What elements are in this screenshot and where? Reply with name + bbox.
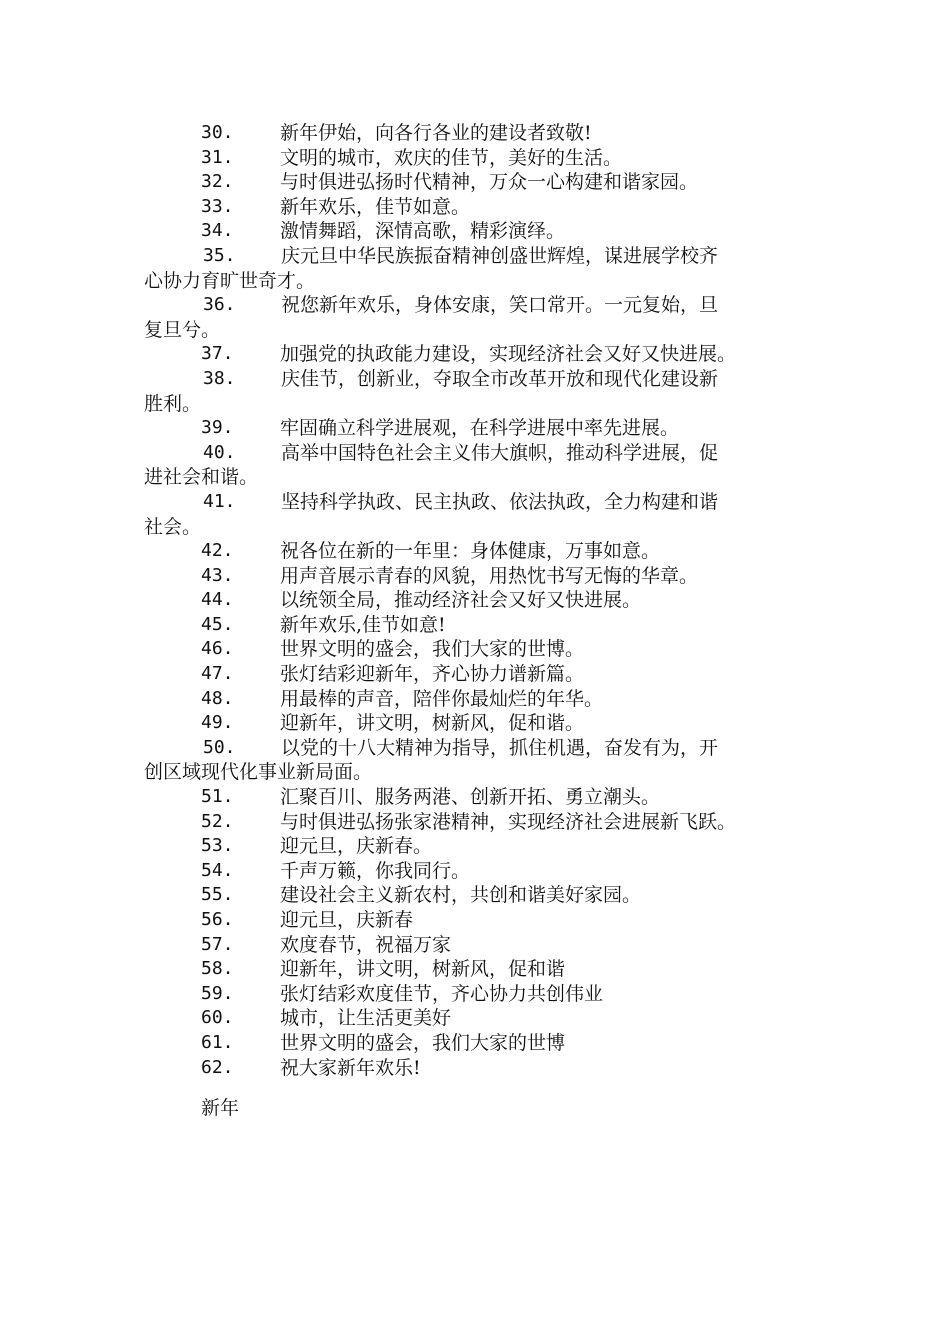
list-item: [144, 416, 808, 441]
list-item-text: 牢固确立科学进展观，在科学进展中率先进展。: [280, 417, 680, 440]
list-item-line: [144, 834, 808, 859]
list-item-text: 城市，让生活更美好: [280, 1007, 452, 1030]
list-item-line: [144, 933, 808, 958]
list-item-continuation: 心协力育旷世奇才。: [144, 269, 316, 292]
list-item-number: 58.: [201, 958, 234, 980]
list-item: [144, 785, 808, 810]
list-item-line: [144, 564, 808, 589]
list-item: [144, 810, 808, 835]
list-item-number: 56.: [201, 909, 234, 930]
list-item-line: [144, 736, 808, 761]
list-item-line: [144, 416, 808, 441]
list-item-text: 文明的城市，欢庆的佳节，美好的生活。: [280, 146, 623, 169]
list-item-continuation: 进社会和谐。: [144, 466, 259, 489]
list-item-text: 加强党的执政能力建设，实现经济社会又好又快进展。: [280, 343, 737, 366]
list-item-number: 39.: [201, 417, 234, 439]
list-item: [144, 367, 808, 416]
list-item-text: 张灯结彩欢度佳节，齐心协力共创伟业: [280, 982, 604, 1005]
list-item-continuation: 创区域现代化事业新局面。: [144, 761, 373, 784]
list-item-text: 与时俱进弘扬时代精神，万众一心构建和谐家园。: [280, 171, 699, 194]
list-item-line: [144, 613, 808, 638]
list-item-line: [144, 539, 808, 564]
list-item-text: 祝大家新年欢乐!: [280, 1056, 421, 1079]
list-item-text: 与时俱进弘扬张家港精神，实现经济社会进展新飞跃。: [280, 810, 737, 833]
list-item-text: 庆佳节，创新业，夺取全市改革开放和现代化建设新: [281, 367, 719, 390]
list-item-line: [144, 146, 808, 171]
list-item-text: 高举中国特色社会主义伟大旗帜，推动科学进展，促: [281, 441, 719, 464]
list-item: [144, 834, 808, 859]
list-item-number: 62.: [201, 1056, 234, 1078]
list-item: [144, 883, 808, 908]
list-item-text: 汇聚百川、服务两港、创新开拓、勇立潮头。: [280, 786, 661, 809]
list-item-text: 坚持科学执政、民主执政、依法执政，全力构建和谐: [281, 490, 719, 513]
list-item-line: [144, 687, 808, 712]
list-item: [144, 613, 808, 638]
list-item-number: 42.: [201, 540, 234, 562]
list-item: [144, 441, 808, 490]
list-item: [144, 121, 808, 146]
list-item-line: [144, 490, 808, 515]
list-item: [144, 146, 808, 171]
list-item-text: 迎新年，讲文明，树新风，促和谐: [280, 958, 566, 981]
list-item-number: 41.: [203, 490, 236, 512]
list-item-line: [144, 1056, 808, 1081]
list-item-continuation: 社会。: [144, 515, 202, 538]
list-item-number: 46.: [201, 638, 234, 660]
list-item-number: 47.: [201, 663, 234, 685]
trailing-text: 新年: [201, 1097, 240, 1119]
list-item-line: [144, 908, 808, 933]
list-item: [144, 982, 808, 1007]
list-item-number: 54.: [201, 859, 234, 881]
list-item-number: 33.: [201, 195, 234, 217]
list-item: [144, 588, 808, 613]
list-item-number: 32.: [201, 171, 234, 193]
list-item-number: 36.: [203, 294, 236, 316]
list-item: [144, 170, 808, 195]
list-item-line: [144, 293, 808, 318]
list-item: [144, 490, 808, 539]
slogan-list: [144, 121, 808, 1080]
list-item-text: 激情舞蹈，深情高歌，精彩演绎。: [280, 220, 566, 243]
list-item-line: [144, 342, 808, 367]
list-item: [144, 637, 808, 662]
list-item-line: [144, 662, 808, 687]
list-item-number: 50.: [203, 736, 236, 758]
list-item-number: 45.: [201, 613, 234, 635]
list-item-line: [144, 859, 808, 884]
list-item-line: [144, 244, 808, 269]
list-item-line: [144, 810, 808, 835]
list-item-number: 40.: [203, 441, 236, 463]
list-item-number: 52.: [201, 810, 234, 832]
list-item-number: 55.: [201, 884, 234, 906]
list-item: [144, 244, 808, 293]
list-item-number: 31.: [201, 146, 234, 168]
list-item-text: 迎元旦，庆新春: [280, 909, 414, 931]
list-item-line: [144, 367, 808, 392]
list-item: [144, 195, 808, 220]
list-item-line: [144, 1006, 808, 1031]
list-item-text: 新年欢乐,佳节如意!: [280, 613, 446, 636]
list-item-line: [144, 219, 808, 244]
list-item-number: 49.: [201, 712, 234, 734]
list-item-text: 千声万籁，你我同行。: [280, 859, 471, 882]
list-item-text: 祝各位在新的一年里：身体健康，万事如意。: [280, 540, 661, 563]
list-item-line: [144, 1031, 808, 1056]
list-item: [144, 1056, 808, 1081]
list-item: [144, 687, 808, 712]
list-item-text: 迎元旦，庆新春。: [280, 835, 433, 858]
list-item-text: 庆元旦中华民族振奋精神创盛世辉煌，谋进展学校齐: [281, 244, 719, 267]
list-item: [144, 859, 808, 884]
list-item: [144, 219, 808, 244]
list-item-continuation: 复旦兮。: [144, 318, 221, 341]
list-item-number: 51.: [201, 786, 234, 808]
list-item-text: 欢度春节，祝福万家: [280, 933, 452, 956]
list-item-text: 世界文明的盛会，我们大家的世博。: [280, 638, 585, 661]
list-item: [144, 711, 808, 736]
list-item-line: [144, 441, 808, 466]
list-item-line: [144, 785, 808, 810]
list-item-line: [144, 588, 808, 613]
list-item-line: [144, 711, 808, 736]
list-item-text: 用声音展示青春的风貌，用热忱书写无悔的华章。: [280, 564, 699, 587]
list-item-number: 37.: [201, 343, 234, 365]
list-item: [144, 933, 808, 958]
list-item-text: 以统领全局，推动经济社会又好又快进展。: [280, 589, 642, 612]
list-item: [144, 564, 808, 589]
list-item-number: 60.: [201, 1007, 234, 1029]
list-item-line: [144, 195, 808, 220]
list-item-continuation: 胜利。: [144, 392, 202, 415]
list-item-text: 张灯结彩迎新年，齐心协力谱新篇。: [280, 663, 585, 686]
list-item-number: 48.: [201, 687, 234, 709]
list-item-text: 新年伊始，向各行各业的建设者致敬!: [280, 122, 592, 144]
list-item: [144, 342, 808, 367]
list-item: [144, 293, 808, 342]
list-item-number: 53.: [201, 835, 234, 857]
list-item: [144, 908, 808, 933]
list-item-text: 世界文明的盛会，我们大家的世博: [280, 1031, 566, 1054]
list-item: [144, 1006, 808, 1031]
list-item-line: [144, 637, 808, 662]
list-item-text: 祝您新年欢乐，身体安康，笑口常开。一元复始，旦: [281, 294, 719, 317]
list-item-number: 59.: [201, 982, 234, 1004]
list-item-text: 建设社会主义新农村，共创和谐美好家园。: [280, 884, 642, 907]
list-item-number: 61.: [201, 1031, 234, 1053]
list-item-number: 30.: [201, 122, 234, 143]
list-item-text: 迎新年，讲文明，树新风，促和谐。: [280, 712, 585, 735]
list-item: [144, 1031, 808, 1056]
list-item-line: [144, 982, 808, 1007]
list-item: [144, 539, 808, 564]
list-item-number: 34.: [201, 220, 234, 242]
list-item-line: [144, 121, 808, 146]
list-item-number: 38.: [203, 367, 236, 389]
list-item: [144, 957, 808, 982]
list-item-text: 用最棒的声音，陪伴你最灿烂的年华。: [280, 687, 604, 710]
list-item-number: 35.: [203, 244, 236, 266]
list-item-text: 以党的十八大精神为指导，抓住机遇，奋发有为，开: [281, 736, 719, 759]
list-item: [144, 736, 808, 785]
list-item-line: [144, 170, 808, 195]
list-item-number: 44.: [201, 589, 234, 611]
list-item-line: [144, 957, 808, 982]
list-item-number: 43.: [201, 564, 234, 586]
list-item-text: 新年欢乐，佳节如意。: [280, 195, 471, 218]
list-item-number: 57.: [201, 933, 234, 955]
list-item: [144, 662, 808, 687]
list-item-line: [144, 883, 808, 908]
